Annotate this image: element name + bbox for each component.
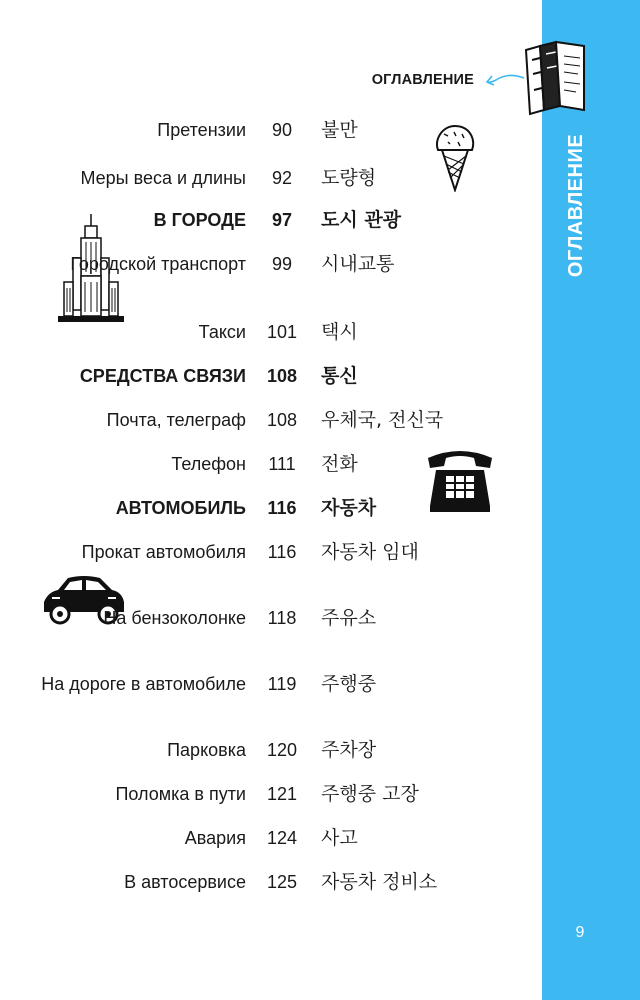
toc-entry[interactable] — [0, 672, 540, 724]
toc-entry[interactable] — [0, 166, 540, 202]
toc-entry-korean: 주행중 고장 — [321, 783, 419, 805]
toc-entry-page: 92 — [271, 168, 293, 188]
toc-entry-page: 124 — [266, 828, 298, 848]
toc-entry-russian: На дороге в автомобиле — [41, 674, 246, 694]
toc-entry-russian: Городской транспорт — [70, 254, 246, 274]
toc-entry-korean: 불만 — [321, 119, 358, 141]
toc-entry-russian: СРЕДСТВА СВЯЗИ — [79, 366, 246, 386]
toc-entry-page: 108 — [266, 410, 298, 430]
toc-entry-korean: 택시 — [321, 321, 358, 343]
side-title-text: ОГЛАВЛЕНИЕ — [565, 133, 588, 277]
toc-entry-page: 118 — [267, 608, 297, 628]
page-number: 9 — [575, 924, 585, 941]
toc-entry-russian: В ГОРОДЕ — [153, 210, 246, 230]
toc-entry-korean: 도량형 — [321, 167, 377, 189]
toc-entry[interactable] — [0, 364, 540, 400]
toc-entry-korean: 전화 — [321, 453, 358, 475]
toc-entry[interactable] — [0, 782, 540, 818]
toc-entry[interactable] — [0, 606, 540, 658]
toc-entry-russian: Телефон — [171, 454, 246, 474]
toc-entry-page: 99 — [271, 254, 293, 274]
toc-entry[interactable] — [0, 252, 540, 304]
toc-entry-page: 121 — [266, 784, 298, 804]
toc-entry-page: 101 — [266, 322, 298, 342]
toc-entry[interactable] — [0, 408, 540, 444]
arrow-icon — [484, 70, 526, 92]
toc-entry-russian: Претензии — [157, 120, 246, 140]
toc-entry-russian: Парковка — [167, 740, 246, 760]
toc-entry-page: 116 — [267, 542, 297, 562]
toc-entry-page: 119 — [267, 674, 297, 694]
toc-entry-korean: 주유소 — [321, 607, 377, 629]
toc-entry[interactable] — [0, 118, 540, 154]
toc-entry-korean: 주행중 — [321, 673, 377, 695]
toc-entry[interactable] — [0, 738, 540, 774]
toc-entry-korean: 자동차 정비소 — [321, 871, 438, 893]
toc-entry-page: 108 — [266, 366, 298, 386]
toc-entry[interactable] — [0, 208, 540, 244]
toc-entry-russian: Поломка в пути — [115, 784, 246, 804]
toc-entry-russian: Авария — [184, 828, 246, 848]
toc-entry-page: 90 — [271, 120, 293, 140]
books-icon — [522, 40, 588, 120]
toc-entry-russian: Прокат автомобиля — [81, 542, 246, 562]
toc-entry[interactable] — [0, 320, 540, 356]
toc-entry-korean: 우체국, 전신국 — [321, 409, 444, 431]
toc-entry-korean: 사고 — [321, 827, 358, 849]
toc-entry-page: 116 — [267, 498, 297, 518]
toc-entry-korean: 시내교통 — [321, 253, 395, 275]
toc-entry-page: 111 — [268, 454, 296, 474]
toc-entry-korean: 자동차 임대 — [321, 541, 419, 563]
toc-entry[interactable] — [0, 496, 540, 532]
toc-entry-page: 125 — [266, 872, 298, 892]
toc-entry-russian: Меры веса и длины — [80, 168, 246, 188]
toc-entry-russian: На бензоколонке — [103, 608, 246, 628]
toc-entry-russian: Такси — [198, 322, 246, 342]
toc-entry[interactable] — [0, 540, 540, 592]
toc-entry[interactable] — [0, 452, 540, 488]
toc-entry-russian: АВТОМОБИЛЬ — [115, 498, 246, 518]
toc-entry[interactable] — [0, 826, 540, 862]
toc-entry-russian: Почта, телеграф — [106, 410, 246, 430]
toc-entry-korean: 도시 관광 — [321, 209, 402, 231]
toc-entry-russian: В автосервисе — [124, 872, 246, 892]
toc-entry-korean: 주차장 — [321, 739, 377, 761]
toc-label: ОГЛАВЛЕНИЕ — [371, 72, 474, 88]
toc-entry-korean: 통신 — [321, 365, 358, 387]
toc-entry-korean: 자동차 — [321, 497, 377, 519]
toc-entry-page: 120 — [266, 740, 298, 760]
toc-entry[interactable] — [0, 870, 540, 906]
toc-entry-page: 97 — [271, 210, 293, 230]
side-title — [545, 130, 609, 280]
